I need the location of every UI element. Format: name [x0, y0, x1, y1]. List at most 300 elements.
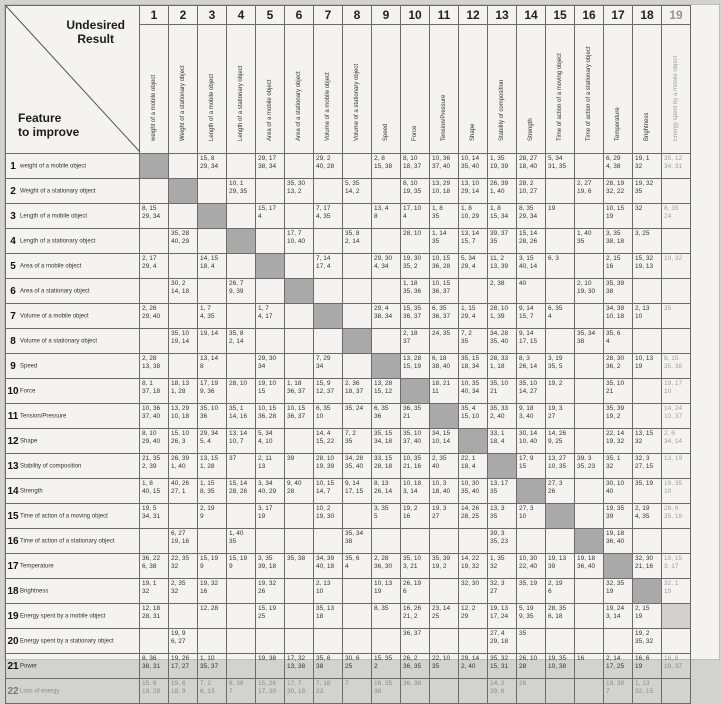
- matrix-cell: 2, 19 9: [198, 504, 227, 529]
- matrix-cell: [169, 504, 198, 529]
- matrix-cell: [227, 254, 256, 279]
- matrix-cell: [314, 329, 343, 354]
- column-number-18: 18: [633, 6, 662, 25]
- matrix-cell: 23, 14 25: [430, 604, 459, 629]
- matrix-cell: 8, 35: [372, 604, 401, 629]
- matrix-cell: 40: [517, 279, 546, 304]
- matrix-cell: 35, 15 34, 18: [372, 429, 401, 454]
- matrix-cell: 8, 36 38, 31: [140, 654, 169, 679]
- matrix-cell: [343, 279, 372, 304]
- row-number: 14: [7, 485, 19, 497]
- matrix-cell: 35, 38: [285, 554, 314, 579]
- matrix-cell: 35, 15 18, 34: [459, 354, 488, 379]
- matrix-cell: 39: [285, 454, 314, 479]
- matrix-cell: 10, 15 36, 37: [285, 404, 314, 429]
- matrix-cell: 1, 15 8, 35: [198, 479, 227, 504]
- matrix-cell: 35, 8 2, 14: [227, 329, 256, 354]
- matrix-cell: [227, 604, 256, 629]
- matrix-cell: 1, 13 32, 15: [633, 679, 662, 704]
- matrix-cell: [372, 529, 401, 554]
- row-label: Volume of a stationary object: [20, 338, 98, 344]
- row-header: [6, 179, 140, 204]
- matrix-cell: 2, 36 18, 37: [343, 379, 372, 404]
- matrix-cell: 29, 17 38, 34: [256, 154, 285, 179]
- matrix-cell: 15, 6 19, 28: [140, 679, 169, 704]
- matrix-cell: 15, 26 17, 30: [256, 679, 285, 704]
- matrix-cell: 17, 19 9, 36: [198, 379, 227, 404]
- matrix-cell: 10, 1 29, 35: [227, 179, 256, 204]
- matrix-cell: 32, 1 19: [662, 579, 691, 604]
- diagonal-cell: [314, 304, 343, 329]
- matrix-cell: [575, 404, 604, 429]
- matrix-cell: [633, 329, 662, 354]
- matrix-cell: 5, 35 14, 2: [343, 179, 372, 204]
- matrix-cell: 19, 3 27: [430, 504, 459, 529]
- column-number-13: 13: [488, 6, 517, 25]
- diagonal-cell: [401, 379, 430, 404]
- column-header: [140, 25, 169, 154]
- matrix-cell: 34, 28 35, 40: [488, 329, 517, 354]
- row-number: 1: [10, 160, 16, 172]
- matrix-cell: 26, 19 6: [401, 579, 430, 604]
- undesired-result-label: Undesired Result: [66, 18, 125, 46]
- row-label: Shape: [20, 438, 38, 444]
- matrix-cell: [169, 354, 198, 379]
- row-header: [6, 679, 140, 704]
- row-header: [6, 329, 140, 354]
- matrix-cell: 12, 18 28, 31: [140, 604, 169, 629]
- matrix-cell: [372, 629, 401, 654]
- contradiction-matrix: [5, 5, 691, 704]
- matrix-cell: 11, 2 13, 39: [488, 254, 517, 279]
- column-header-label: Time of action of a moving object: [557, 53, 563, 141]
- diagonal-cell: [546, 504, 575, 529]
- matrix-cell: [314, 529, 343, 554]
- column-number-12: 12: [459, 6, 488, 25]
- matrix-cell: 19, 32 16: [198, 579, 227, 604]
- matrix-cell: 10, 13 19: [633, 354, 662, 379]
- matrix-cell: 14, 15 18, 4: [198, 254, 227, 279]
- matrix-cell: 19, 10 15: [256, 379, 285, 404]
- column-number-15: 15: [546, 6, 575, 25]
- matrix-cell: [285, 579, 314, 604]
- matrix-cell: [285, 329, 314, 354]
- matrix-cell: [285, 354, 314, 379]
- matrix-cell: 7, 17 4, 35: [314, 204, 343, 229]
- row-number: 22: [7, 685, 19, 697]
- matrix-cell: 2, 15 19: [633, 604, 662, 629]
- diagonal-cell: [575, 529, 604, 554]
- matrix-cell: 32, 3 27, 15: [633, 454, 662, 479]
- column-header-label: Force: [412, 125, 418, 141]
- matrix-corner: [6, 6, 140, 154]
- matrix-cell: [140, 529, 169, 554]
- diagonal-cell: [517, 479, 546, 504]
- row-header: [6, 504, 140, 529]
- row-label: Loss of energy: [20, 688, 60, 694]
- column-header: [401, 25, 430, 154]
- matrix-cell: 21, 35 2, 39: [140, 454, 169, 479]
- matrix-cell: 36, 38: [401, 679, 430, 704]
- matrix-cell: 6, 29 4, 38: [604, 154, 633, 179]
- matrix-cell: 28, 2 10, 27: [517, 179, 546, 204]
- matrix-cell: 13, 14 10, 7: [227, 429, 256, 454]
- column-header: [604, 25, 633, 154]
- matrix-cell: [343, 254, 372, 279]
- matrix-cell: [546, 179, 575, 204]
- matrix-cell: [575, 629, 604, 654]
- matrix-cell: [459, 279, 488, 304]
- matrix-cell: 10, 35 40, 34: [459, 379, 488, 404]
- column-number-10: 10: [401, 6, 430, 25]
- matrix-cell: 26, 10 28: [517, 654, 546, 679]
- matrix-cell: 35, 4 15, 10: [459, 404, 488, 429]
- matrix-row: [6, 454, 691, 479]
- matrix-cell: [227, 629, 256, 654]
- matrix-cell: 6, 35 4: [546, 304, 575, 329]
- column-number-19: 19: [662, 6, 691, 25]
- matrix-cell: 28, 27 18, 40: [517, 154, 546, 179]
- column-header-label: Tension/Pressure: [441, 94, 447, 141]
- matrix-cell: 17, 7 30, 18: [285, 679, 314, 704]
- matrix-cell: [285, 529, 314, 554]
- matrix-cell: [285, 504, 314, 529]
- matrix-cell: 12, 2 29: [459, 604, 488, 629]
- matrix-cell: 7, 14 17, 4: [314, 254, 343, 279]
- matrix-cell: 39, 3 35, 23: [488, 529, 517, 554]
- matrix-cell: 1, 8 40, 15: [140, 479, 169, 504]
- row-header: [6, 554, 140, 579]
- matrix-cell: [343, 504, 372, 529]
- matrix-cell: [575, 479, 604, 504]
- matrix-cell: 35, 10 3, 21: [401, 554, 430, 579]
- matrix-cell: 19, 13 17, 24: [488, 604, 517, 629]
- row-header: [6, 154, 140, 179]
- matrix-cell: 35, 19: [517, 579, 546, 604]
- column-header: [517, 25, 546, 154]
- matrix-cell: 16, 35 38: [372, 679, 401, 704]
- matrix-cell: [227, 304, 256, 329]
- contradiction-matrix-sheet: [4, 4, 720, 697]
- matrix-cell: 19, 32 35: [633, 179, 662, 204]
- diagonal-cell: [604, 554, 633, 579]
- matrix-cell: 2, 28 36, 30: [372, 554, 401, 579]
- matrix-cell: 29, 2 40, 28: [314, 154, 343, 179]
- matrix-cell: 2, 10 19, 30: [575, 279, 604, 304]
- matrix-cell: 5, 34 31, 35: [546, 154, 575, 179]
- matrix-cell: 1, 8 15, 34: [488, 204, 517, 229]
- matrix-cell: 32, 3 27: [488, 579, 517, 604]
- matrix-cell: 28, 33 1, 18: [488, 354, 517, 379]
- matrix-cell: 17, 10 4: [401, 204, 430, 229]
- matrix-cell: 28, 6 35, 18: [662, 504, 691, 529]
- matrix-cell: 13, 14 8: [198, 354, 227, 379]
- row-header: [6, 404, 140, 429]
- matrix-cell: 8, 35 24: [662, 204, 691, 229]
- matrix-cell: 29, 34 5, 4: [198, 429, 227, 454]
- matrix-cell: 33, 1 18, 4: [488, 429, 517, 454]
- matrix-cell: 27, 3 10: [517, 504, 546, 529]
- matrix-cell: 19, 38 7: [604, 679, 633, 704]
- row-header: [6, 454, 140, 479]
- matrix-cell: 19, 1 32: [633, 154, 662, 179]
- matrix-cell: 7, 2 35: [459, 329, 488, 354]
- matrix-cell: 40, 26 27, 1: [169, 479, 198, 504]
- matrix-row: [6, 279, 691, 304]
- matrix-cell: 1, 35 19, 39: [488, 154, 517, 179]
- column-header-label: Area of a stationary object: [296, 71, 302, 141]
- diagonal-cell: [169, 179, 198, 204]
- matrix-cell: 28, 10 1, 39: [488, 304, 517, 329]
- column-number-7: 7: [314, 6, 343, 25]
- matrix-cell: [227, 579, 256, 604]
- row-number: 3: [10, 210, 16, 222]
- matrix-cell: 13, 17 35: [488, 479, 517, 504]
- matrix-cell: 35, 19: [633, 479, 662, 504]
- matrix-cell: 1, 7 4, 17: [256, 304, 285, 329]
- row-number: 7: [10, 310, 16, 322]
- diagonal-cell: [198, 204, 227, 229]
- matrix-cell: [256, 179, 285, 204]
- matrix-cell: 28, 19 32, 22: [604, 179, 633, 204]
- column-header-label: Shape: [470, 123, 476, 141]
- matrix-cell: 29, 30 34: [256, 354, 285, 379]
- matrix-cell: 8, 15 29, 34: [140, 204, 169, 229]
- matrix-cell: 32: [633, 204, 662, 229]
- matrix-cell: 13, 15 1, 28: [198, 454, 227, 479]
- row-number: 18: [7, 585, 19, 597]
- matrix-cell: [343, 304, 372, 329]
- row-label: Area of a mobile object: [20, 263, 82, 269]
- matrix-cell: [546, 629, 575, 654]
- row-header: [6, 629, 140, 654]
- column-number-8: 8: [343, 6, 372, 25]
- row-number: 21: [7, 660, 19, 672]
- matrix-cell: 35, 34 38: [343, 529, 372, 554]
- row-label: Area of a stationary object: [20, 288, 90, 294]
- matrix-cell: 22, 1 18, 4: [459, 454, 488, 479]
- matrix-cell: 14, 4 15, 22: [314, 429, 343, 454]
- row-label: Force: [20, 388, 36, 394]
- column-header: [169, 25, 198, 154]
- matrix-cell: 35, 39 38: [604, 279, 633, 304]
- matrix-cell: 7, 2 35: [343, 429, 372, 454]
- matrix-cell: 3, 35 38, 18: [604, 229, 633, 254]
- matrix-cell: 19, 2: [546, 379, 575, 404]
- matrix-cell: [575, 679, 604, 704]
- column-header: [662, 25, 691, 154]
- matrix-cell: 18, 13 1, 28: [169, 379, 198, 404]
- matrix-cell: 10, 36 37, 40: [140, 404, 169, 429]
- matrix-cell: 6, 35 36: [372, 404, 401, 429]
- matrix-cell: 2, 11 13: [256, 454, 285, 479]
- matrix-row: [6, 354, 691, 379]
- matrix-cell: 35, 32 15, 31: [488, 654, 517, 679]
- column-header-label: Speed: [383, 123, 389, 141]
- matrix-cell: 10, 15 36, 28: [256, 404, 285, 429]
- matrix-cell: 2, 14 17, 25: [604, 654, 633, 679]
- matrix-cell: 7, 18 23: [314, 679, 343, 704]
- column-number-2: 2: [169, 6, 198, 25]
- matrix-cell: 28, 10: [401, 229, 430, 254]
- row-header: [6, 479, 140, 504]
- matrix-cell: 3, 35 5: [372, 504, 401, 529]
- matrix-cell: 35, 24: [343, 404, 372, 429]
- matrix-cell: [140, 629, 169, 654]
- matrix-row: [6, 679, 691, 704]
- row-number: 16: [7, 535, 19, 547]
- matrix-cell: 19, 18 36, 40: [604, 529, 633, 554]
- matrix-cell: [140, 229, 169, 254]
- matrix-cell: [575, 379, 604, 404]
- matrix-cell: [227, 154, 256, 179]
- row-label: Tension/Pressure: [20, 413, 67, 419]
- matrix-cell: 17, 32 13, 38: [285, 654, 314, 679]
- matrix-cell: [372, 279, 401, 304]
- matrix-cell: [343, 154, 372, 179]
- matrix-cell: 7: [343, 679, 372, 704]
- matrix-cell: 35, 6 4: [343, 554, 372, 579]
- matrix-cell: 35, 6 4: [604, 329, 633, 354]
- matrix-cell: 19, 2 35, 32: [633, 629, 662, 654]
- matrix-cell: 7, 29 34: [314, 354, 343, 379]
- matrix-cell: [546, 529, 575, 554]
- column-header-label: Time of action of a stationary object: [586, 46, 592, 141]
- column-header-label: Energy spent by a mobile object: [673, 55, 679, 141]
- feature-to-improve-label: Feature to improve: [18, 111, 80, 139]
- matrix-cell: 14, 2 39, 6: [488, 679, 517, 704]
- matrix-cell: 35, 6 38: [314, 654, 343, 679]
- matrix-cell: [198, 179, 227, 204]
- matrix-cell: 8, 10 19, 35: [401, 179, 430, 204]
- matrix-cell: 19, 3 27: [546, 404, 575, 429]
- matrix-cell: 13, 27 10, 35: [546, 454, 575, 479]
- row-label: Length of a mobile object: [20, 213, 88, 219]
- matrix-cell: 36, 35 21: [401, 404, 430, 429]
- matrix-cell: 19, 35 10, 38: [546, 654, 575, 679]
- matrix-cell: 35, 8 2, 14: [343, 229, 372, 254]
- matrix-cell: [343, 579, 372, 604]
- column-header-label: Brightness: [644, 112, 650, 141]
- matrix-cell: 35, 10 21: [604, 379, 633, 404]
- matrix-cell: [604, 629, 633, 654]
- matrix-cell: 1, 40 35: [227, 529, 256, 554]
- diagonal-cell: [459, 429, 488, 454]
- matrix-cell: 29, 14 2, 40: [459, 654, 488, 679]
- row-label: Weight of a stationary object: [20, 188, 96, 194]
- matrix-cell: [662, 229, 691, 254]
- matrix-cell: 32, 35 19: [604, 579, 633, 604]
- matrix-row: [6, 504, 691, 529]
- matrix-cell: 9, 14 15, 7: [517, 304, 546, 329]
- matrix-cell: [575, 254, 604, 279]
- row-label: Volume of a mobile object: [20, 313, 89, 319]
- matrix-cell: 10, 36 37, 40: [430, 154, 459, 179]
- matrix-cell: 2, 6 34, 14: [662, 429, 691, 454]
- matrix-cell: 10, 35 21, 16: [401, 454, 430, 479]
- column-header-label: weight of a mobile object: [151, 74, 157, 141]
- matrix-cell: [662, 629, 691, 654]
- row-label: Power: [20, 663, 38, 669]
- matrix-cell: 35, 39 19, 2: [604, 404, 633, 429]
- matrix-cell: [662, 329, 691, 354]
- matrix-cell: [285, 304, 314, 329]
- matrix-cell: [140, 279, 169, 304]
- matrix-cell: 34, 28 35, 40: [343, 454, 372, 479]
- matrix-cell: [343, 604, 372, 629]
- matrix-cell: [575, 579, 604, 604]
- matrix-cell: 19, 24 3, 14: [604, 604, 633, 629]
- matrix-cell: 9, 18 3, 40: [517, 404, 546, 429]
- matrix-row: [6, 379, 691, 404]
- column-header: [546, 25, 575, 154]
- matrix-cell: 26, 39 1, 40: [169, 454, 198, 479]
- matrix-cell: 22, 35 32: [169, 554, 198, 579]
- row-label: Time of action of a stationary object: [20, 538, 115, 544]
- matrix-cell: 10, 30 22, 40: [517, 554, 546, 579]
- matrix-cell: 1, 10 35, 37: [198, 654, 227, 679]
- row-label: Temperature: [20, 563, 54, 569]
- diagonal-cell: [488, 454, 517, 479]
- matrix-cell: [633, 529, 662, 554]
- matrix-cell: 39, 3 35, 23: [575, 454, 604, 479]
- matrix-cell: [169, 154, 198, 179]
- row-label: Energy spent by a stationary object: [20, 638, 114, 644]
- matrix-cell: [227, 204, 256, 229]
- column-number-row: [6, 6, 691, 25]
- matrix-cell: 6, 27 19, 16: [169, 529, 198, 554]
- matrix-cell: 19, 2 16: [401, 504, 430, 529]
- row-header: [6, 279, 140, 304]
- matrix-cell: [459, 679, 488, 704]
- column-number-1: 1: [140, 6, 169, 25]
- matrix-cell: 18, 21 11: [430, 379, 459, 404]
- matrix-cell: 5, 19 9, 35: [517, 604, 546, 629]
- row-label: Strength: [20, 488, 43, 494]
- matrix-row: [6, 654, 691, 679]
- matrix-cell: 39, 37 35: [488, 229, 517, 254]
- matrix-cell: 30, 6 25: [343, 654, 372, 679]
- matrix-cell: 35, 12 34, 31: [662, 154, 691, 179]
- matrix-cell: 8, 10 29, 40: [140, 429, 169, 454]
- matrix-cell: 3, 15 40, 14: [517, 254, 546, 279]
- matrix-cell: 33, 15 28, 18: [372, 454, 401, 479]
- row-label: Length of a stationary object: [20, 238, 96, 244]
- matrix-cell: 5, 34 29, 4: [459, 254, 488, 279]
- column-number-11: 11: [430, 6, 459, 25]
- diagonal-cell: [256, 254, 285, 279]
- matrix-cell: 15, 35 36, 37: [401, 304, 430, 329]
- column-header: [285, 25, 314, 154]
- matrix-cell: 6, 18 38, 40: [430, 354, 459, 379]
- matrix-cell: [314, 179, 343, 204]
- matrix-row: [6, 429, 691, 454]
- matrix-row: [6, 404, 691, 429]
- matrix-cell: 3, 34 40, 29: [256, 479, 285, 504]
- matrix-cell: 9, 14 17, 15: [343, 479, 372, 504]
- matrix-cell: [459, 629, 488, 654]
- matrix-cell: 2, 19 6: [546, 579, 575, 604]
- column-header: [198, 25, 227, 154]
- column-header: [633, 25, 662, 154]
- matrix-cell: [575, 204, 604, 229]
- matrix-cell: 35, 1 14, 16: [227, 404, 256, 429]
- matrix-cell: 35, 10 19, 14: [169, 329, 198, 354]
- matrix-cell: 3, 25: [633, 229, 662, 254]
- matrix-cell: [459, 529, 488, 554]
- matrix-row: [6, 604, 691, 629]
- matrix-cell: [285, 604, 314, 629]
